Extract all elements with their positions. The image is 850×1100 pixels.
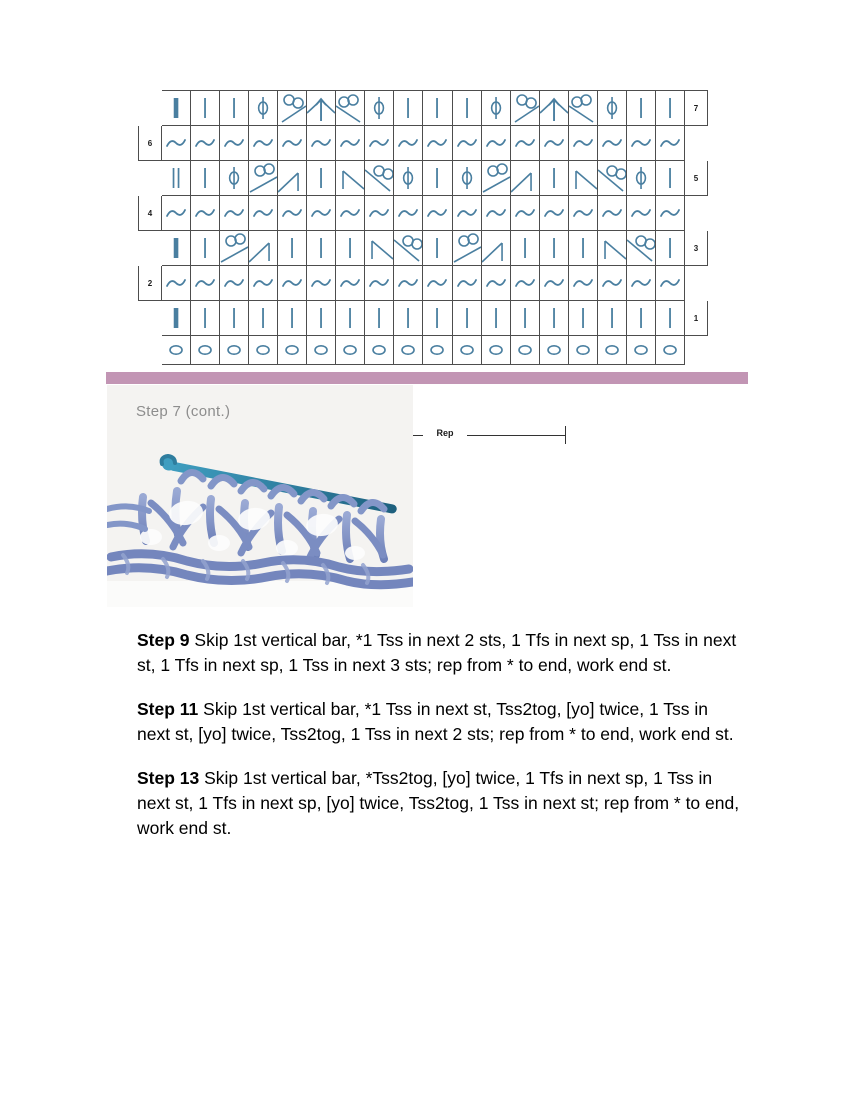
chart-cell-return (510, 126, 539, 161)
chart-cell-tss (539, 301, 568, 336)
chart-cell-return (481, 266, 510, 301)
chart-cell-tss (365, 301, 394, 336)
chart-cell-return (452, 126, 481, 161)
instruction-label: Step 11 (137, 699, 199, 719)
chart-cell-tss (626, 301, 655, 336)
chart-cell-return (365, 196, 394, 231)
chart-cell-tss (190, 91, 219, 126)
chart-cell-tss (510, 231, 539, 266)
chart-cell-return (220, 126, 249, 161)
chart-cell-dec-right-end (510, 161, 539, 196)
chart-row-2 (139, 266, 708, 301)
chart-cell-tss (336, 301, 365, 336)
chart-cell-tss (423, 161, 452, 196)
chart-row-number-right: 5 (685, 161, 708, 196)
chart-cell-return (394, 196, 423, 231)
photo-caption: Step 7 (cont.) (136, 403, 231, 420)
chart-cell-return (161, 196, 190, 231)
chart-cell-return (539, 126, 568, 161)
chart-cell-return (307, 196, 336, 231)
chart-cell-return (336, 196, 365, 231)
chart-cell-tss (539, 231, 568, 266)
chart-cell-dec-right (452, 231, 481, 266)
chart-cell-return (510, 266, 539, 301)
chart-cell-return (190, 266, 219, 301)
chart-cell-return (568, 266, 597, 301)
chart-cell-return (539, 196, 568, 231)
chart-cell-cluster-peak (307, 91, 336, 126)
chart-cell-return (655, 196, 684, 231)
chart-cell-tss (568, 301, 597, 336)
chart-cell-dec-right-end (278, 161, 307, 196)
chart-cell-tfs (452, 161, 481, 196)
chart-cell-tfs (394, 161, 423, 196)
chart-cell-return (510, 196, 539, 231)
chart-cell-tfs (249, 91, 278, 126)
chart-cell-tss (220, 91, 249, 126)
chart-cell-return (278, 126, 307, 161)
chart-row-number-left: 4 (139, 196, 162, 231)
chart-row-number-right (685, 336, 708, 365)
chart-cell-tss (655, 231, 684, 266)
chart-cell-tss (655, 301, 684, 336)
chart-cell-return (423, 266, 452, 301)
chart-cell-return (365, 266, 394, 301)
chart-cell-return (539, 266, 568, 301)
chart-row-number-right: 7 (685, 91, 708, 126)
chart-cell-tss (307, 301, 336, 336)
chart-cell-chain (161, 336, 190, 365)
chart-cell-dec-left (626, 231, 655, 266)
chart-cell-return (423, 126, 452, 161)
chart-cell-tss-double (161, 161, 190, 196)
pink-divider-band (106, 372, 748, 384)
chart-row-number-left (139, 91, 162, 126)
chart-cell-cluster-left (278, 91, 307, 126)
stitch-chart-grid (138, 90, 708, 365)
step-photo-block (107, 385, 413, 607)
chart-cell-dec-left (365, 161, 394, 196)
chart-cell-tss (190, 231, 219, 266)
chart-cell-tfs (365, 91, 394, 126)
chart-cell-dec-left (394, 231, 423, 266)
chart-cell-tss (394, 301, 423, 336)
chart-cell-chain (220, 336, 249, 365)
chart-cell-return (161, 266, 190, 301)
chart-row-number-right: 1 (685, 301, 708, 336)
chart-cell-tss (655, 161, 684, 196)
chart-cell-chain (597, 336, 626, 365)
chart-cell-tss (423, 91, 452, 126)
chart-cell-chain (626, 336, 655, 365)
instruction-step-11 (137, 697, 745, 747)
chart-cell-tss-edge (161, 301, 190, 336)
chart-row-4 (139, 196, 708, 231)
chart-cell-return (452, 266, 481, 301)
chart-cell-tss (481, 301, 510, 336)
chart-cell-tss (626, 91, 655, 126)
instruction-step-9 (137, 628, 745, 678)
chart-row-number-left (139, 301, 162, 336)
chart-cell-tss (278, 231, 307, 266)
chart-cell-return (597, 196, 626, 231)
chart-cell-chain (510, 336, 539, 365)
chart-cell-return (452, 196, 481, 231)
chart-cell-cluster-peak (539, 91, 568, 126)
chart-cell-tss (220, 301, 249, 336)
chart-cell-tfs (220, 161, 249, 196)
chart-row-5 (139, 161, 708, 196)
chart-cell-tss (539, 161, 568, 196)
chart-cell-dec-right (481, 161, 510, 196)
chart-cell-chain (365, 336, 394, 365)
chart-cell-return (597, 126, 626, 161)
instruction-text: Skip 1st vertical bar, *Tss2tog, [yo] twice, 1 Tfs in next sp, 1 Tss in next st, 1 Tfs in next sp, [yo] twice, Tss2tog, 1 Tss in next st; rep from * to end, work end st. (137, 768, 740, 838)
chart-cell-tss (278, 301, 307, 336)
chart-cell-return (307, 126, 336, 161)
chart-cell-return (626, 126, 655, 161)
chart-cell-dec-right (220, 231, 249, 266)
chart-cell-dec-right (249, 161, 278, 196)
chart-cell-chain (423, 336, 452, 365)
chart-cell-tss (307, 231, 336, 266)
chart-cell-return (278, 266, 307, 301)
rep-bracket-tick-right (565, 426, 566, 444)
chart-cell-tss (655, 91, 684, 126)
chart-cell-chain (336, 336, 365, 365)
chart-cell-return (626, 196, 655, 231)
chart-row-number-right (685, 196, 708, 231)
chart-cell-return (220, 196, 249, 231)
chart-cell-cluster-right (568, 91, 597, 126)
chart-row-number-right (685, 266, 708, 301)
chart-row-number-left (139, 161, 162, 196)
chart-cell-cluster-left (510, 91, 539, 126)
chart-row-6 (139, 126, 708, 161)
chart-row-number-left (139, 231, 162, 266)
chart-cell-tss-edge (161, 91, 190, 126)
instruction-label: Step 9 (137, 630, 190, 650)
chart-cell-tss (394, 91, 423, 126)
chart-cell-return (249, 266, 278, 301)
instructions-list (137, 628, 745, 860)
chart-cell-chain (307, 336, 336, 365)
chart-cell-tss (452, 301, 481, 336)
chart-cell-return (655, 266, 684, 301)
chart-cell-return (394, 126, 423, 161)
chart-cell-chain (655, 336, 684, 365)
chart-cell-chain (190, 336, 219, 365)
chart-cell-return (249, 126, 278, 161)
chart-cell-tss (597, 301, 626, 336)
chart-cell-cluster-right (336, 91, 365, 126)
chart-cell-dec-left-start (336, 161, 365, 196)
chart-cell-return (597, 266, 626, 301)
rep-label: Rep (423, 428, 467, 438)
chart-row-1 (139, 301, 708, 336)
chart-cell-return (190, 196, 219, 231)
chart-cell-tss (423, 301, 452, 336)
chart-cell-tss (336, 231, 365, 266)
instruction-step-13 (137, 766, 745, 841)
chart-row-3 (139, 231, 708, 266)
chart-cell-return (278, 196, 307, 231)
chart-cell-chain (394, 336, 423, 365)
chart-cell-dec-left-start (597, 231, 626, 266)
chart-cell-chain (481, 336, 510, 365)
chart-cell-return (423, 196, 452, 231)
chart-cell-chain (539, 336, 568, 365)
chart-row-number-right (685, 126, 708, 161)
chart-cell-return (568, 126, 597, 161)
chart-cell-tfs (626, 161, 655, 196)
chart-cell-return (190, 126, 219, 161)
chart-cell-chain (278, 336, 307, 365)
chart-row-7 (139, 91, 708, 126)
chart-cell-tss-edge (161, 231, 190, 266)
chart-cell-dec-left-start (365, 231, 394, 266)
chart-row-number-left (139, 336, 162, 365)
chart-cell-tss (452, 91, 481, 126)
chart-cell-return (626, 266, 655, 301)
chart-cell-return (161, 126, 190, 161)
chart-cell-tss (510, 301, 539, 336)
chart-cell-chain (452, 336, 481, 365)
chart-cell-tss (568, 231, 597, 266)
chart-cell-tss (190, 301, 219, 336)
chart-cell-tss (307, 161, 336, 196)
chart-row-number-right: 3 (685, 231, 708, 266)
chart-cell-dec-left (597, 161, 626, 196)
chart-cell-tfs (481, 91, 510, 126)
instruction-text: Skip 1st vertical bar, *1 Tss in next 2 sts, 1 Tfs in next sp, 1 Tss in next st, 1 Tfs in next sp, 1 Tss in next 3 sts; rep from * to end, work end st. (137, 630, 737, 675)
chart-cell-chain (568, 336, 597, 365)
chart-cell-dec-left-start (568, 161, 597, 196)
chart-row-number-left: 2 (139, 266, 162, 301)
chart-cell-dec-right-end (249, 231, 278, 266)
chart-row-number-left: 6 (139, 126, 162, 161)
chart-cell-return (336, 126, 365, 161)
chart-cell-tss (249, 301, 278, 336)
chart-cell-return (336, 266, 365, 301)
chart-cell-tss (190, 161, 219, 196)
instruction-label: Step 13 (137, 768, 200, 788)
chart-cell-tss (423, 231, 452, 266)
chart-cell-return (365, 126, 394, 161)
chart-cell-return (568, 196, 597, 231)
chart-cell-return (481, 126, 510, 161)
chart-cell-return (220, 266, 249, 301)
chart-cell-return (307, 266, 336, 301)
chart-cell-return (394, 266, 423, 301)
chart-cell-dec-right-end (481, 231, 510, 266)
instruction-text: Skip 1st vertical bar, *1 Tss in next st, Tss2tog, [yo] twice, 1 Tss in next st, [yo] twice, Tss2tog, 1 Tss in next 2 sts; rep from * to end, work end st. (137, 699, 734, 744)
chart-cell-return (249, 196, 278, 231)
chart-row-foundation (139, 336, 708, 365)
chart-cell-return (481, 196, 510, 231)
chart-cell-tfs (597, 91, 626, 126)
chart-cell-chain (249, 336, 278, 365)
chart-cell-return (655, 126, 684, 161)
